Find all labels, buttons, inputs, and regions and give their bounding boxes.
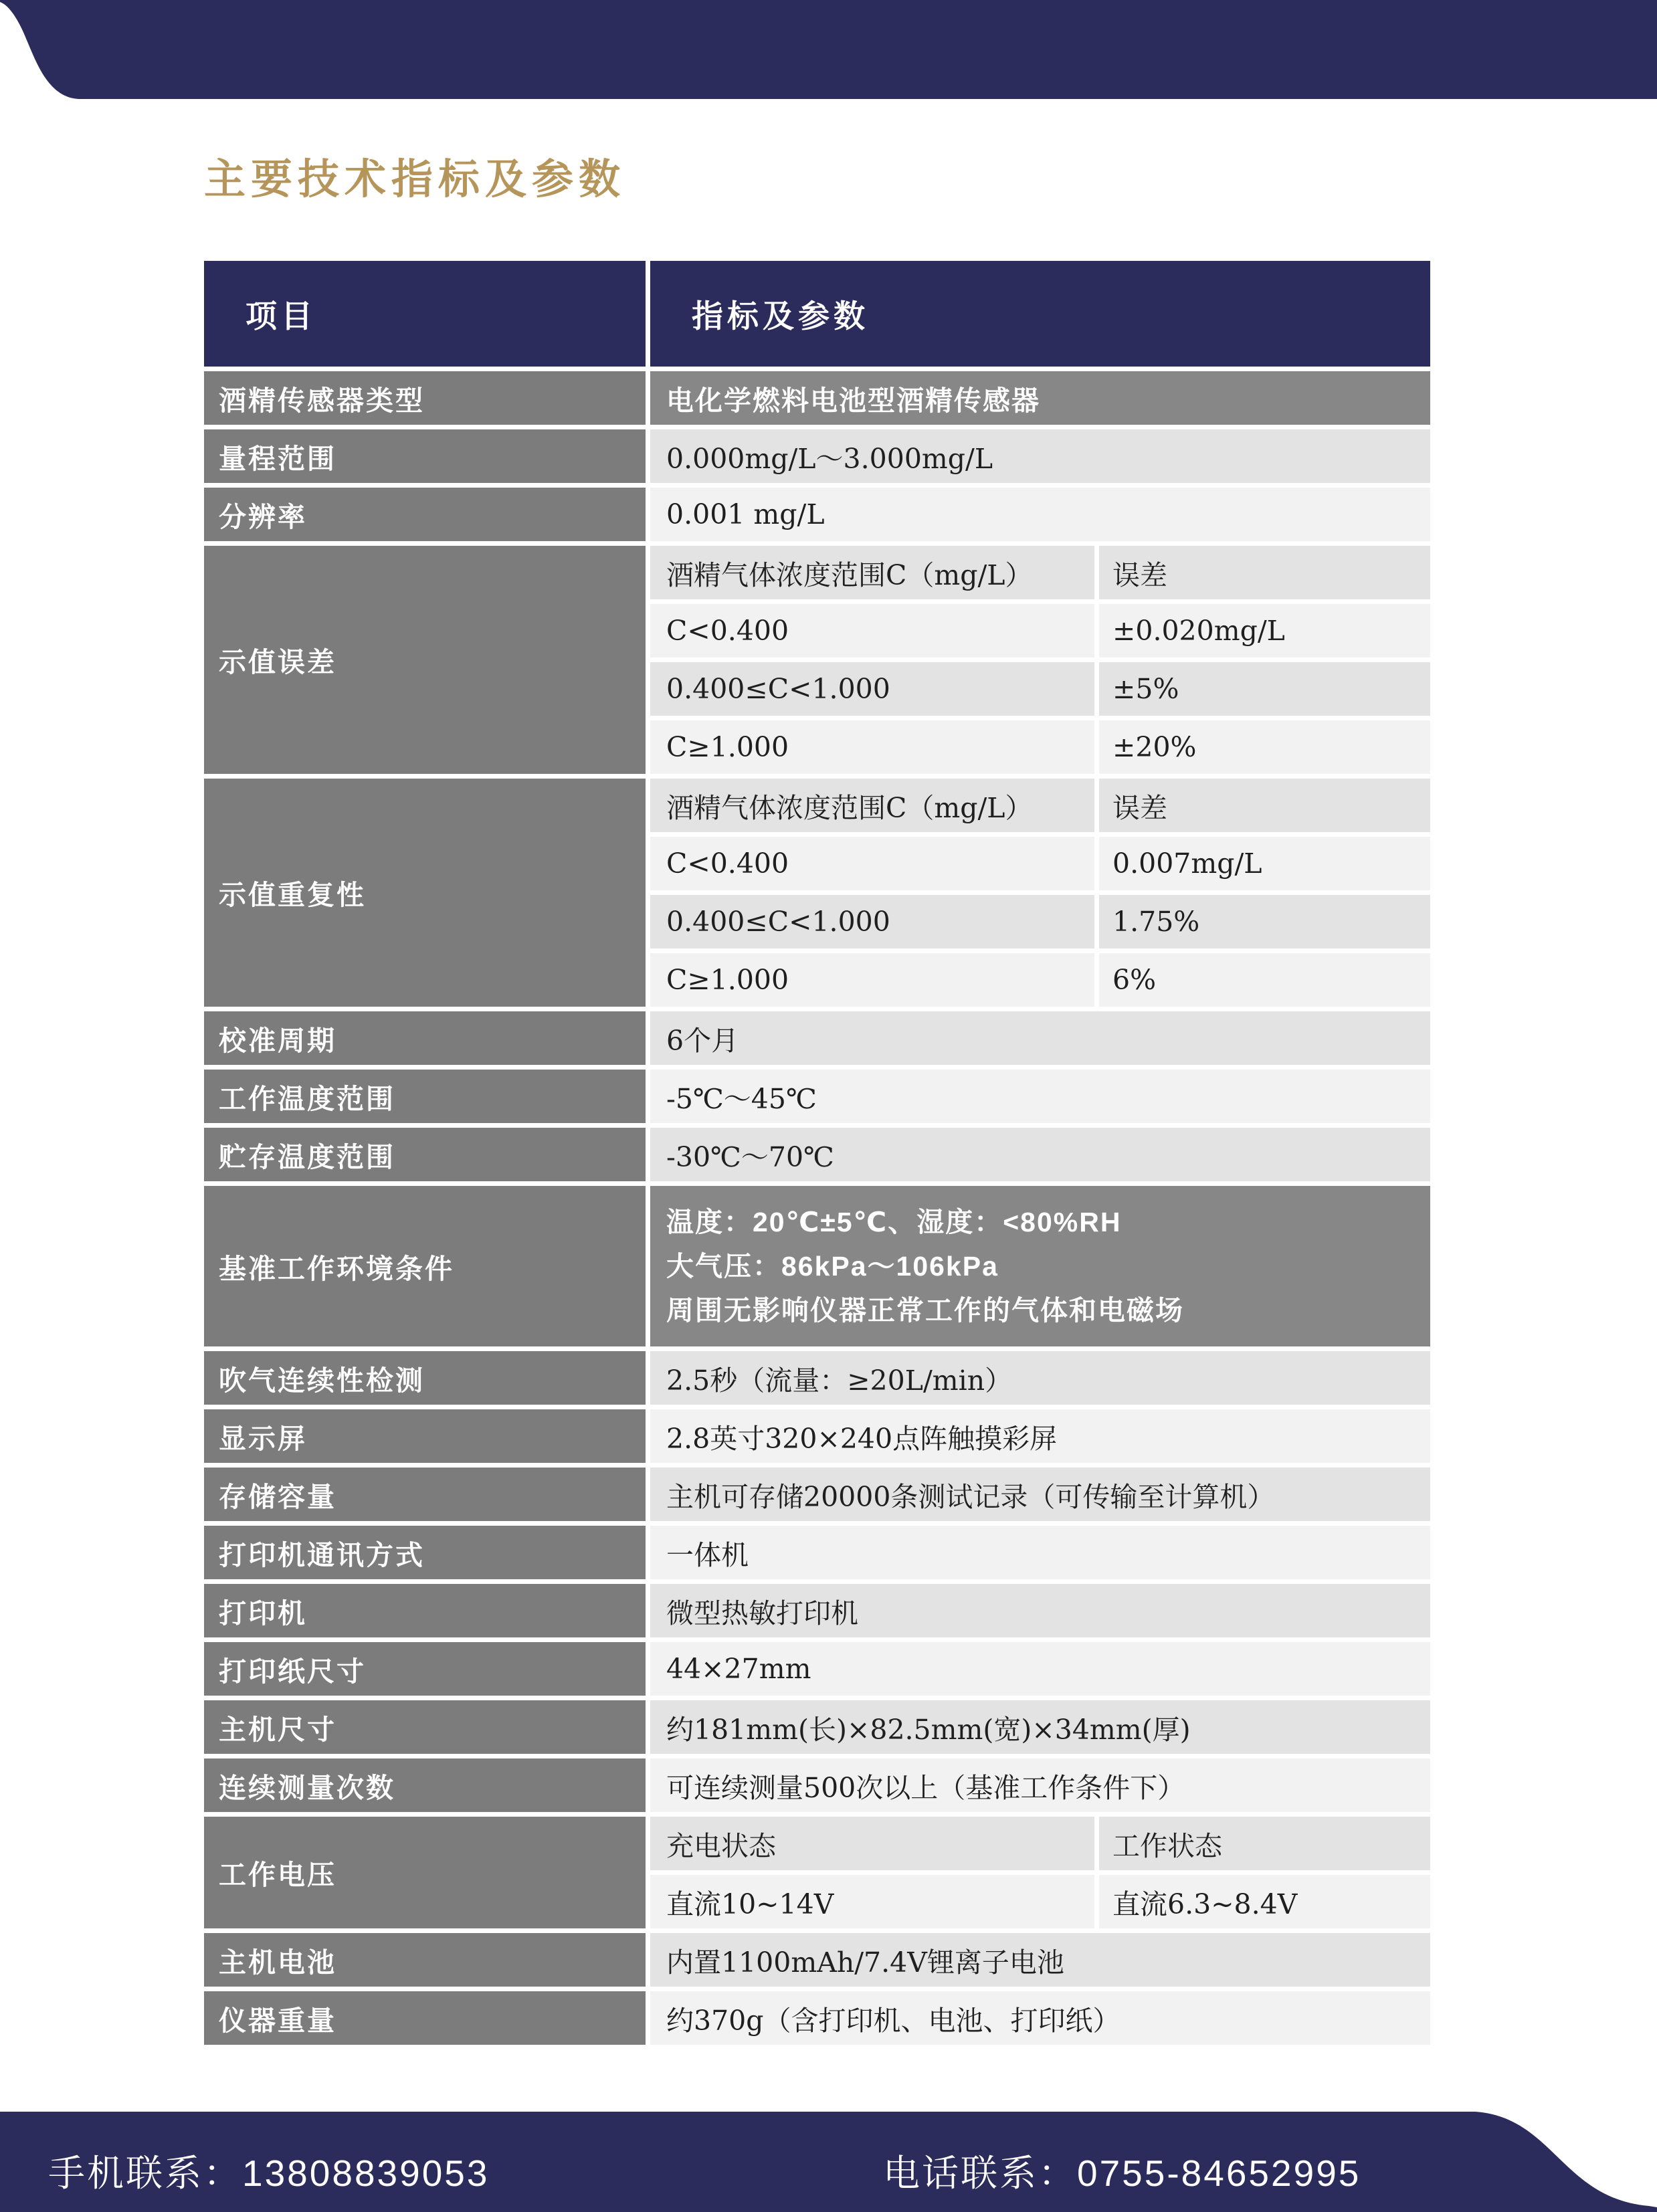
sub-row (650, 1875, 1430, 1928)
spec-table (204, 261, 1430, 2045)
sub-cell-error: 直流6.3~8.4V (1099, 1875, 1430, 1928)
spec-label-cell: 仪器重量 (204, 1991, 646, 2045)
spec-value-cell: 一体机 (650, 1526, 1430, 1579)
spec-value-line: 大气压：86kPa～106kPa (666, 1251, 999, 1282)
spec-label-cell: 校准周期 (204, 1011, 646, 1065)
table-row (204, 546, 1430, 774)
table-header-item: 项目 (204, 261, 646, 367)
sub-cell-error: 工作状态 (1099, 1817, 1430, 1870)
spec-value-cell: -30℃～70℃ (650, 1128, 1430, 1181)
sub-rows (650, 1817, 1430, 1928)
header-curve-shape (0, 0, 1657, 99)
spec-value-cell: 电化学燃料电池型酒精传感器 (650, 371, 1430, 425)
spec-value-cell: 约181mm(长)×82.5mm(宽)×34mm(厚) (650, 1700, 1430, 1754)
table-row (204, 1817, 1430, 1928)
spec-value-cell: 2.5秒（流量：≥20L/min） (650, 1351, 1430, 1405)
sub-cell-range: 0.400≤C<1.000 (650, 895, 1094, 948)
spec-label-cell: 基准工作环境条件 (204, 1186, 646, 1346)
table-row (204, 371, 1430, 425)
sub-row (650, 720, 1430, 774)
table-row (204, 1642, 1430, 1696)
table-row (204, 1128, 1430, 1181)
table-row (204, 1186, 1430, 1346)
spec-value-cell (650, 1186, 1430, 1346)
spec-value-cell: 6个月 (650, 1011, 1430, 1065)
spec-label-cell: 打印机通讯方式 (204, 1526, 646, 1579)
spec-value-cell: 主机可存储20000条测试记录（可传输至计算机） (650, 1468, 1430, 1521)
spec-label-cell: 打印机 (204, 1584, 646, 1637)
sub-cell-error: 6% (1099, 953, 1430, 1007)
table-row (204, 1991, 1430, 2045)
footer-mobile-contact: 手机联系：13808839053 (48, 2152, 490, 2194)
sub-cell-error: 1.75% (1099, 895, 1430, 948)
table-row (204, 1351, 1430, 1405)
spec-label-cell: 显示屏 (204, 1409, 646, 1463)
spec-label-cell: 分辨率 (204, 488, 646, 541)
sub-cell-error: ±20% (1099, 720, 1430, 774)
spec-label-cell: 示值误差 (204, 546, 646, 774)
table-row (204, 1409, 1430, 1463)
spec-label-cell: 主机电池 (204, 1933, 646, 1987)
sub-cell-range: 充电状态 (650, 1817, 1094, 1870)
spec-label-cell: 存储容量 (204, 1468, 646, 1521)
spec-label-cell: 工作电压 (204, 1817, 646, 1928)
spec-label-cell: 贮存温度范围 (204, 1128, 646, 1181)
spec-label-cell: 工作温度范围 (204, 1070, 646, 1123)
table-row (204, 429, 1430, 483)
sub-rows (650, 546, 1430, 774)
table-row (204, 1070, 1430, 1123)
sub-cell-range: C≥1.000 (650, 953, 1094, 1007)
spec-label-cell: 酒精传感器类型 (204, 371, 646, 425)
table-row (204, 488, 1430, 541)
sub-row (650, 546, 1430, 599)
sub-cell-range: C<0.400 (650, 604, 1094, 658)
sub-cell-range: 0.400≤C<1.000 (650, 662, 1094, 716)
sub-cell-range: C≥1.000 (650, 720, 1094, 774)
spec-value-cell: 2.8英寸320×240点阵触摸彩屏 (650, 1409, 1430, 1463)
spec-value-cell: 内置1100mAh/7.4V锂离子电池 (650, 1933, 1430, 1987)
sub-row (650, 953, 1430, 1007)
spec-value-cell: 微型热敏打印机 (650, 1584, 1430, 1637)
spec-label-cell: 吹气连续性检测 (204, 1351, 646, 1405)
sub-row (650, 837, 1430, 890)
table-header-spec: 指标及参数 (650, 261, 1430, 367)
spec-value-line: 周围无影响仪器正常工作的气体和电磁场 (666, 1295, 1184, 1326)
table-row (204, 779, 1430, 1007)
table-header-row (204, 261, 1430, 367)
sub-rows (650, 779, 1430, 1007)
sub-row (650, 604, 1430, 658)
sub-cell-range: 直流10~14V (650, 1875, 1094, 1928)
sub-row (650, 1817, 1430, 1870)
spec-label-cell: 连续测量次数 (204, 1758, 646, 1812)
sub-cell-error: 误差 (1099, 779, 1430, 832)
table-row (204, 1011, 1430, 1065)
spec-value-cell: 0.000mg/L～3.000mg/L (650, 429, 1430, 483)
table-row (204, 1468, 1430, 1521)
sub-row (650, 662, 1430, 716)
sub-row (650, 779, 1430, 832)
spec-label-cell: 主机尺寸 (204, 1700, 646, 1754)
spec-value-cell: -5℃～45℃ (650, 1070, 1430, 1123)
sub-row (650, 895, 1430, 948)
spec-value-cell: 0.001 mg/L (650, 488, 1430, 541)
spec-label-cell: 量程范围 (204, 429, 646, 483)
sub-cell-error: ±0.020mg/L (1099, 604, 1430, 658)
sub-cell-error: 误差 (1099, 546, 1430, 599)
spec-value-cell: 约370g（含打印机、电池、打印纸） (650, 1991, 1430, 2045)
sub-cell-range: 酒精气体浓度范围C（mg/L） (650, 779, 1094, 832)
table-row (204, 1526, 1430, 1579)
sub-cell-error: ±5% (1099, 662, 1430, 716)
sub-cell-error: 0.007mg/L (1099, 837, 1430, 890)
table-row (204, 1758, 1430, 1812)
spec-value-line: 温度：20℃±5℃、湿度：<80%RH (666, 1207, 1122, 1237)
table-row (204, 1700, 1430, 1754)
table-row (204, 1933, 1430, 1987)
spec-value-cell: 可连续测量500次以上（基准工作条件下） (650, 1758, 1430, 1812)
spec-label-cell: 打印纸尺寸 (204, 1642, 646, 1696)
sub-cell-range: C<0.400 (650, 837, 1094, 890)
spec-value-cell: 44×27mm (650, 1642, 1430, 1696)
sub-cell-range: 酒精气体浓度范围C（mg/L） (650, 546, 1094, 599)
header-band (0, 0, 1657, 99)
spec-label-cell: 示值重复性 (204, 779, 646, 1007)
table-row (204, 1584, 1430, 1637)
footer-phone-contact: 电话联系：0755-84652995 (883, 2152, 1361, 2194)
page-title: 主要技术指标及参数 (204, 157, 626, 203)
